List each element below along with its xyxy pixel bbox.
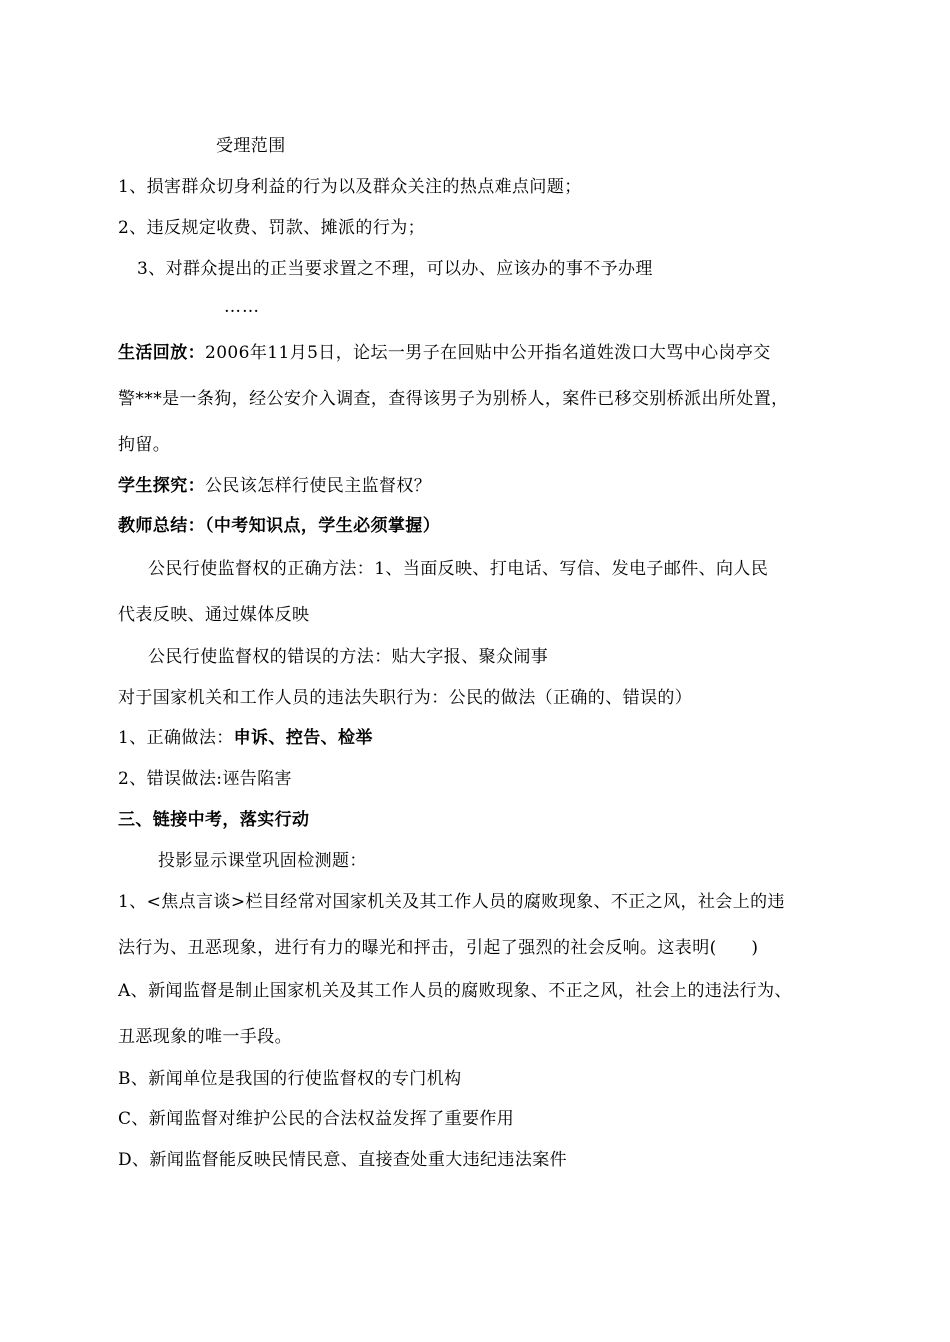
life-replay-line-3: 拘留。: [118, 435, 171, 455]
student-inquiry-label: 学生探究：: [118, 476, 205, 496]
wrong-practice: 2、错误做法:诬告陷害: [118, 769, 292, 789]
section-three-heading: 三、链接中考，落实行动: [118, 810, 310, 830]
acceptance-ellipsis: ……: [224, 297, 260, 317]
correct-practice-value: 申诉、控告、检举: [233, 728, 373, 748]
question-1-option-a-line-2: 丑恶现象的唯一手段。: [118, 1027, 292, 1047]
life-replay-text-1: 2006年11月5日，论坛一男子在回贴中公开指名道姓泼口大骂中心岗亭交: [205, 343, 771, 363]
correct-methods-line-2: 代表反映、通过媒体反映: [118, 605, 310, 625]
question-1-option-a-line-1: A、新闻监督是制止国家机关及其工作人员的腐败现象、不正之风，社会上的违法行为、: [118, 981, 792, 1001]
question-1-option-d: D、新闻监督能反映民情民意、直接查处重大违纪违法案件: [118, 1150, 568, 1170]
acceptance-heading: 受理范围: [216, 136, 286, 156]
life-replay-line-2: 警***是一条狗，经公安介入调查，查得该男子为别桥人，案件已移交别桥派出所处置，: [118, 389, 789, 409]
illegal-acts: 对于国家机关和工作人员的违法失职行为：公民的做法（正确的、错误的）: [118, 688, 693, 708]
correct-practice-prefix: 1、正确做法：: [118, 728, 234, 748]
student-inquiry: [118, 475, 431, 497]
section-three-intro: 投影显示课堂巩固检测题：: [158, 851, 367, 871]
question-1-stem-line-1: 1、<焦点言谈>栏目经常对国家机关及其工作人员的腐败现象、不正之风，社会上的违: [118, 892, 785, 912]
teacher-summary-label: 教师总结：（中考知识点，学生必须掌握）: [118, 516, 441, 536]
acceptance-item-3: 3、对群众提出的正当要求置之不理，可以办、应该办的事不予办理: [137, 259, 653, 279]
question-1-stem-line-2: 法行为、丑恶现象，进行有力的曝光和抨击，引起了强烈的社会反响。这表明( ): [118, 938, 759, 958]
student-inquiry-text: 公民该怎样行使民主监督权？: [205, 476, 432, 496]
question-1-option-c: C、新闻监督对维护公民的合法权益发挥了重要作用: [118, 1109, 515, 1129]
life-replay-line-1: [118, 342, 771, 364]
correct-practice: [118, 727, 373, 749]
correct-methods-line-1: 公民行使监督权的正确方法：1、当面反映、打电话、写信、发电子邮件、向人民: [148, 559, 769, 579]
life-replay-label: 生活回放：: [118, 343, 205, 363]
wrong-methods: 公民行使监督权的错误的方法：贴大字报、聚众闹事: [148, 647, 549, 667]
acceptance-item-2: 2、违反规定收费、罚款、摊派的行为；: [118, 218, 426, 238]
question-1-option-b: B、新闻单位是我国的行使监督权的专门机构: [118, 1069, 462, 1089]
acceptance-item-1: 1、损害群众切身利益的行为以及群众关注的热点难点问题；: [118, 177, 582, 197]
